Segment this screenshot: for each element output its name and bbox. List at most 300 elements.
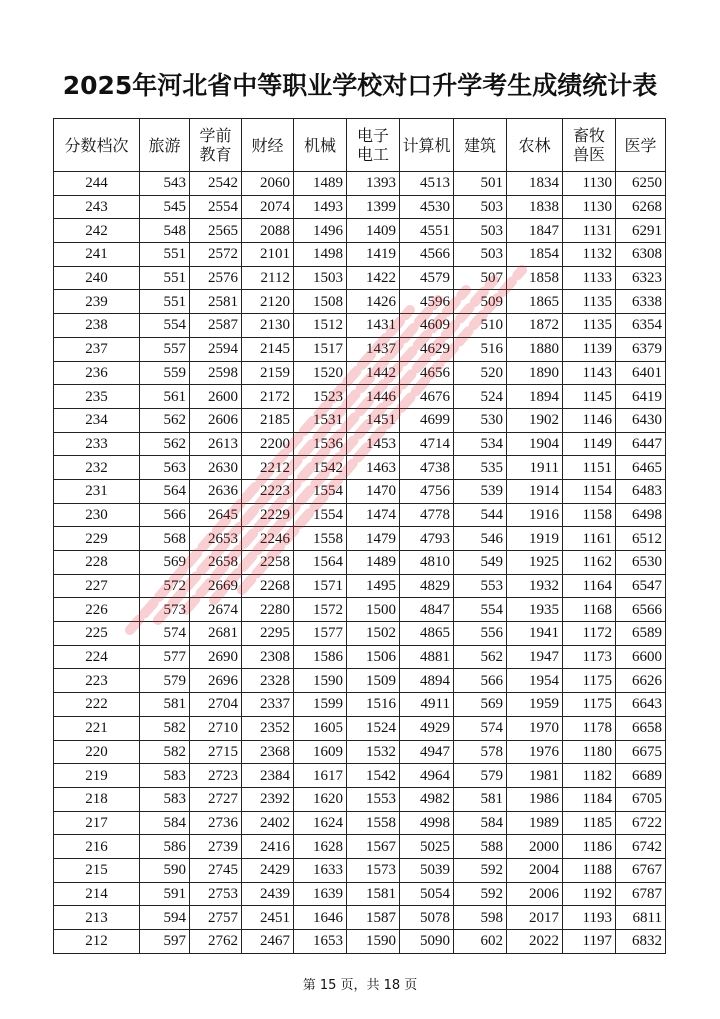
count-cell: 516 <box>454 337 507 361</box>
score-cell: 230 <box>54 503 140 527</box>
table-row <box>54 361 666 385</box>
count-cell: 2101 <box>242 243 294 267</box>
score-cell: 231 <box>54 479 140 503</box>
count-cell: 1605 <box>294 716 347 740</box>
page-footer: 第 15 页，共 18 页 <box>302 978 418 993</box>
count-cell: 1131 <box>563 219 616 243</box>
count-cell: 2613 <box>190 432 242 456</box>
count-cell: 2429 <box>242 858 294 882</box>
count-cell: 4894 <box>400 669 454 693</box>
count-cell: 554 <box>140 314 190 338</box>
count-cell: 1139 <box>563 337 616 361</box>
count-cell: 1609 <box>294 740 347 764</box>
count-cell: 2200 <box>242 432 294 456</box>
count-cell: 602 <box>454 930 507 954</box>
count-cell: 1653 <box>294 930 347 954</box>
count-cell: 4756 <box>400 479 454 503</box>
count-cell: 4699 <box>400 408 454 432</box>
count-cell: 1173 <box>563 645 616 669</box>
count-cell: 6465 <box>616 456 666 480</box>
count-cell: 569 <box>140 551 190 575</box>
count-cell: 6689 <box>616 764 666 788</box>
count-cell: 1498 <box>294 243 347 267</box>
count-cell: 583 <box>140 764 190 788</box>
table-row <box>54 645 666 669</box>
count-cell: 1542 <box>294 456 347 480</box>
count-cell: 577 <box>140 645 190 669</box>
count-cell: 6323 <box>616 266 666 290</box>
count-cell: 2229 <box>242 503 294 527</box>
count-cell: 4793 <box>400 527 454 551</box>
table-row <box>54 527 666 551</box>
count-cell: 5025 <box>400 835 454 859</box>
count-cell: 564 <box>140 479 190 503</box>
count-cell: 4656 <box>400 361 454 385</box>
count-cell: 1393 <box>347 172 400 196</box>
count-cell: 2185 <box>242 408 294 432</box>
count-cell: 1858 <box>507 266 563 290</box>
table-body <box>54 172 666 954</box>
count-cell: 2112 <box>242 266 294 290</box>
count-cell: 2745 <box>190 858 242 882</box>
page-title: 2025年河北省中等职业学校对口升学考生成绩统计表 <box>62 71 658 100</box>
count-cell: 573 <box>140 598 190 622</box>
table-row <box>54 882 666 906</box>
count-cell: 1880 <box>507 337 563 361</box>
count-cell: 1890 <box>507 361 563 385</box>
table-row <box>54 337 666 361</box>
score-cell: 222 <box>54 693 140 717</box>
count-cell: 556 <box>454 622 507 646</box>
count-cell: 1865 <box>507 290 563 314</box>
count-cell: 1470 <box>347 479 400 503</box>
count-cell: 2074 <box>242 195 294 219</box>
count-cell: 1489 <box>294 172 347 196</box>
count-cell: 1590 <box>347 930 400 954</box>
count-cell: 6250 <box>616 172 666 196</box>
count-cell: 562 <box>140 432 190 456</box>
count-cell: 4829 <box>400 574 454 598</box>
count-cell: 2352 <box>242 716 294 740</box>
count-cell: 1132 <box>563 243 616 267</box>
score-cell: 225 <box>54 622 140 646</box>
count-cell: 6675 <box>616 740 666 764</box>
score-cell: 241 <box>54 243 140 267</box>
count-cell: 1959 <box>507 693 563 717</box>
count-cell: 530 <box>454 408 507 432</box>
count-cell: 6626 <box>616 669 666 693</box>
count-cell: 1902 <box>507 408 563 432</box>
column-header: 电子 电工 <box>347 119 400 172</box>
count-cell: 543 <box>140 172 190 196</box>
count-cell: 581 <box>454 787 507 811</box>
count-cell: 554 <box>454 598 507 622</box>
count-cell: 2017 <box>507 906 563 930</box>
count-cell: 2710 <box>190 716 242 740</box>
count-cell: 4566 <box>400 243 454 267</box>
count-cell: 2172 <box>242 385 294 409</box>
column-header: 分数档次 <box>54 119 140 172</box>
count-cell: 1558 <box>294 527 347 551</box>
count-cell: 1493 <box>294 195 347 219</box>
count-cell: 2681 <box>190 622 242 646</box>
count-cell: 1986 <box>507 787 563 811</box>
count-cell: 1496 <box>294 219 347 243</box>
count-cell: 1925 <box>507 551 563 575</box>
score-cell: 215 <box>54 858 140 882</box>
table-row <box>54 906 666 930</box>
count-cell: 1453 <box>347 432 400 456</box>
count-cell: 581 <box>140 693 190 717</box>
count-cell: 5039 <box>400 858 454 882</box>
count-cell: 574 <box>454 716 507 740</box>
count-cell: 2439 <box>242 882 294 906</box>
table-row <box>54 195 666 219</box>
count-cell: 586 <box>140 835 190 859</box>
count-cell: 545 <box>140 195 190 219</box>
table-row <box>54 835 666 859</box>
table-row <box>54 266 666 290</box>
count-cell: 594 <box>140 906 190 930</box>
count-cell: 1186 <box>563 835 616 859</box>
table-row <box>54 693 666 717</box>
count-cell: 1146 <box>563 408 616 432</box>
count-cell: 592 <box>454 882 507 906</box>
count-cell: 1935 <box>507 598 563 622</box>
count-cell: 2690 <box>190 645 242 669</box>
table-row <box>54 314 666 338</box>
count-cell: 1872 <box>507 314 563 338</box>
score-cell: 220 <box>54 740 140 764</box>
table-row <box>54 716 666 740</box>
count-cell: 1532 <box>347 740 400 764</box>
table-row <box>54 811 666 835</box>
table-row <box>54 930 666 954</box>
count-cell: 1192 <box>563 882 616 906</box>
count-cell: 1197 <box>563 930 616 954</box>
count-cell: 569 <box>454 693 507 717</box>
count-cell: 591 <box>140 882 190 906</box>
count-cell: 1564 <box>294 551 347 575</box>
table-row <box>54 622 666 646</box>
count-cell: 1947 <box>507 645 563 669</box>
count-cell: 566 <box>454 669 507 693</box>
count-cell: 1558 <box>347 811 400 835</box>
count-cell: 535 <box>454 456 507 480</box>
count-cell: 1175 <box>563 669 616 693</box>
count-cell: 4810 <box>400 551 454 575</box>
count-cell: 2674 <box>190 598 242 622</box>
count-cell: 582 <box>140 740 190 764</box>
count-cell: 1161 <box>563 527 616 551</box>
count-cell: 2669 <box>190 574 242 598</box>
count-cell: 2715 <box>190 740 242 764</box>
count-cell: 1838 <box>507 195 563 219</box>
count-cell: 2696 <box>190 669 242 693</box>
count-cell: 1185 <box>563 811 616 835</box>
count-cell: 1581 <box>347 882 400 906</box>
count-cell: 6643 <box>616 693 666 717</box>
count-cell: 6483 <box>616 479 666 503</box>
count-cell: 1989 <box>507 811 563 835</box>
count-cell: 1422 <box>347 266 400 290</box>
count-cell: 2581 <box>190 290 242 314</box>
count-cell: 544 <box>454 503 507 527</box>
count-cell: 4911 <box>400 693 454 717</box>
score-cell: 212 <box>54 930 140 954</box>
count-cell: 6722 <box>616 811 666 835</box>
column-header: 畜牧 兽医 <box>563 119 616 172</box>
count-cell: 4881 <box>400 645 454 669</box>
count-cell: 1914 <box>507 479 563 503</box>
count-cell: 2328 <box>242 669 294 693</box>
count-cell: 6401 <box>616 361 666 385</box>
count-cell: 1164 <box>563 574 616 598</box>
table-header-row <box>54 119 666 172</box>
count-cell: 1409 <box>347 219 400 243</box>
count-cell: 1133 <box>563 266 616 290</box>
count-cell: 1130 <box>563 172 616 196</box>
count-cell: 1419 <box>347 243 400 267</box>
count-cell: 4609 <box>400 314 454 338</box>
count-cell: 1646 <box>294 906 347 930</box>
count-cell: 1193 <box>563 906 616 930</box>
count-cell: 503 <box>454 219 507 243</box>
count-cell: 1854 <box>507 243 563 267</box>
count-cell: 4865 <box>400 622 454 646</box>
table-row <box>54 574 666 598</box>
table-row <box>54 598 666 622</box>
score-cell: 234 <box>54 408 140 432</box>
count-cell: 1175 <box>563 693 616 717</box>
count-cell: 4947 <box>400 740 454 764</box>
count-cell: 509 <box>454 290 507 314</box>
count-cell: 2246 <box>242 527 294 551</box>
count-cell: 2600 <box>190 385 242 409</box>
count-cell: 2337 <box>242 693 294 717</box>
count-cell: 2402 <box>242 811 294 835</box>
count-cell: 1188 <box>563 858 616 882</box>
count-cell: 1932 <box>507 574 563 598</box>
count-cell: 6447 <box>616 432 666 456</box>
count-cell: 1919 <box>507 527 563 551</box>
score-cell: 214 <box>54 882 140 906</box>
score-table <box>53 118 666 954</box>
table-row <box>54 479 666 503</box>
count-cell: 1520 <box>294 361 347 385</box>
count-cell: 1904 <box>507 432 563 456</box>
count-cell: 6379 <box>616 337 666 361</box>
count-cell: 578 <box>454 740 507 764</box>
count-cell: 2022 <box>507 930 563 954</box>
count-cell: 2757 <box>190 906 242 930</box>
count-cell: 1172 <box>563 622 616 646</box>
table-row <box>54 764 666 788</box>
count-cell: 557 <box>140 337 190 361</box>
count-cell: 563 <box>140 456 190 480</box>
column-header: 机械 <box>294 119 347 172</box>
count-cell: 1573 <box>347 858 400 882</box>
count-cell: 1954 <box>507 669 563 693</box>
count-cell: 2467 <box>242 930 294 954</box>
count-cell: 2762 <box>190 930 242 954</box>
count-cell: 2658 <box>190 551 242 575</box>
count-cell: 1145 <box>563 385 616 409</box>
table-row <box>54 219 666 243</box>
count-cell: 2223 <box>242 479 294 503</box>
count-cell: 1586 <box>294 645 347 669</box>
count-cell: 4929 <box>400 716 454 740</box>
count-cell: 1599 <box>294 693 347 717</box>
count-cell: 2130 <box>242 314 294 338</box>
count-cell: 1512 <box>294 314 347 338</box>
count-cell: 588 <box>454 835 507 859</box>
count-cell: 1168 <box>563 598 616 622</box>
table-row <box>54 551 666 575</box>
count-cell: 1633 <box>294 858 347 882</box>
count-cell: 2384 <box>242 764 294 788</box>
count-cell: 4530 <box>400 195 454 219</box>
count-cell: 1158 <box>563 503 616 527</box>
count-cell: 4964 <box>400 764 454 788</box>
count-cell: 2587 <box>190 314 242 338</box>
count-cell: 6742 <box>616 835 666 859</box>
count-cell: 510 <box>454 314 507 338</box>
count-cell: 1572 <box>294 598 347 622</box>
score-cell: 242 <box>54 219 140 243</box>
count-cell: 6512 <box>616 527 666 551</box>
count-cell: 6547 <box>616 574 666 598</box>
count-cell: 2295 <box>242 622 294 646</box>
count-cell: 582 <box>140 716 190 740</box>
count-cell: 1554 <box>294 479 347 503</box>
count-cell: 561 <box>140 385 190 409</box>
count-cell: 2280 <box>242 598 294 622</box>
count-cell: 1847 <box>507 219 563 243</box>
count-cell: 1523 <box>294 385 347 409</box>
score-cell: 229 <box>54 527 140 551</box>
count-cell: 1135 <box>563 290 616 314</box>
score-cell: 218 <box>54 787 140 811</box>
count-cell: 1911 <box>507 456 563 480</box>
count-cell: 6308 <box>616 243 666 267</box>
count-cell: 579 <box>454 764 507 788</box>
count-cell: 2598 <box>190 361 242 385</box>
count-cell: 1180 <box>563 740 616 764</box>
count-cell: 2416 <box>242 835 294 859</box>
count-cell: 2606 <box>190 408 242 432</box>
count-cell: 2594 <box>190 337 242 361</box>
count-cell: 507 <box>454 266 507 290</box>
score-cell: 232 <box>54 456 140 480</box>
count-cell: 2159 <box>242 361 294 385</box>
count-cell: 5090 <box>400 930 454 954</box>
count-cell: 562 <box>140 408 190 432</box>
score-cell: 236 <box>54 361 140 385</box>
score-cell: 228 <box>54 551 140 575</box>
count-cell: 1500 <box>347 598 400 622</box>
count-cell: 2572 <box>190 243 242 267</box>
score-cell: 219 <box>54 764 140 788</box>
count-cell: 2006 <box>507 882 563 906</box>
count-cell: 6589 <box>616 622 666 646</box>
count-cell: 1542 <box>347 764 400 788</box>
count-cell: 1834 <box>507 172 563 196</box>
count-cell: 592 <box>454 858 507 882</box>
count-cell: 2004 <box>507 858 563 882</box>
count-cell: 1639 <box>294 882 347 906</box>
count-cell: 1516 <box>347 693 400 717</box>
score-cell: 226 <box>54 598 140 622</box>
table-row <box>54 858 666 882</box>
count-cell: 539 <box>454 479 507 503</box>
score-cell: 238 <box>54 314 140 338</box>
count-cell: 1446 <box>347 385 400 409</box>
count-cell: 2308 <box>242 645 294 669</box>
table-row <box>54 787 666 811</box>
count-cell: 2727 <box>190 787 242 811</box>
column-header: 建筑 <box>454 119 507 172</box>
score-cell: 227 <box>54 574 140 598</box>
score-cell: 244 <box>54 172 140 196</box>
score-cell: 237 <box>54 337 140 361</box>
count-cell: 4629 <box>400 337 454 361</box>
count-cell: 524 <box>454 385 507 409</box>
count-cell: 1135 <box>563 314 616 338</box>
count-cell: 6705 <box>616 787 666 811</box>
count-cell: 2368 <box>242 740 294 764</box>
column-header: 旅游 <box>140 119 190 172</box>
count-cell: 4579 <box>400 266 454 290</box>
count-cell: 1442 <box>347 361 400 385</box>
count-cell: 566 <box>140 503 190 527</box>
count-cell: 2212 <box>242 456 294 480</box>
table-row <box>54 243 666 267</box>
column-header: 学前 教育 <box>190 119 242 172</box>
count-cell: 2268 <box>242 574 294 598</box>
count-cell: 1624 <box>294 811 347 835</box>
score-cell: 243 <box>54 195 140 219</box>
count-cell: 5078 <box>400 906 454 930</box>
score-cell: 223 <box>54 669 140 693</box>
count-cell: 4596 <box>400 290 454 314</box>
table-row <box>54 456 666 480</box>
count-cell: 1503 <box>294 266 347 290</box>
score-cell: 233 <box>54 432 140 456</box>
score-cell: 239 <box>54 290 140 314</box>
score-cell: 224 <box>54 645 140 669</box>
count-cell: 590 <box>140 858 190 882</box>
count-cell: 503 <box>454 195 507 219</box>
count-cell: 2060 <box>242 172 294 196</box>
count-cell: 1509 <box>347 669 400 693</box>
count-cell: 4778 <box>400 503 454 527</box>
count-cell: 4714 <box>400 432 454 456</box>
count-cell: 1506 <box>347 645 400 669</box>
count-cell: 1553 <box>347 787 400 811</box>
count-cell: 2258 <box>242 551 294 575</box>
count-cell: 559 <box>140 361 190 385</box>
count-cell: 2576 <box>190 266 242 290</box>
count-cell: 1149 <box>563 432 616 456</box>
count-cell: 2653 <box>190 527 242 551</box>
count-cell: 583 <box>140 787 190 811</box>
count-cell: 1587 <box>347 906 400 930</box>
count-cell: 2630 <box>190 456 242 480</box>
count-cell: 2145 <box>242 337 294 361</box>
count-cell: 551 <box>140 266 190 290</box>
count-cell: 1431 <box>347 314 400 338</box>
